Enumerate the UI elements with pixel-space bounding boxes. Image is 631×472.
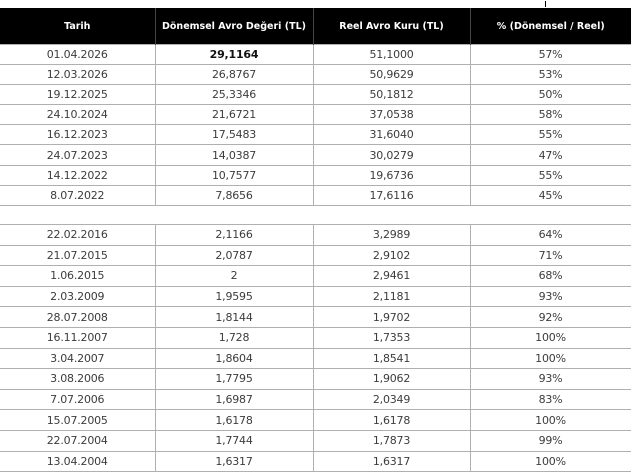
- cell-real-euro-rate: 30,0279: [313, 145, 470, 165]
- table-gap: [0, 206, 631, 224]
- cell-date: 3.04.2007: [0, 348, 155, 369]
- cell-date: 19.12.2025: [0, 85, 155, 105]
- cell-real-euro-rate: 51,1000: [313, 45, 470, 65]
- cell-periodic-euro-value: 7,8656: [155, 185, 313, 205]
- table-row: [0, 307, 631, 328]
- cell-date: 16.11.2007: [0, 327, 155, 348]
- cell-real-euro-rate: 31,6040: [313, 125, 470, 145]
- cell-ratio-percent: 47%: [470, 145, 631, 165]
- cell-ratio-percent: 57%: [470, 45, 631, 65]
- cell-ratio-percent: 50%: [470, 85, 631, 105]
- table-row: [0, 369, 631, 390]
- cell-date: 24.10.2024: [0, 105, 155, 125]
- cell-ratio-percent: 55%: [470, 165, 631, 185]
- cell-periodic-euro-value: 26,8767: [155, 65, 313, 85]
- cell-real-euro-rate: 2,0349: [313, 389, 470, 410]
- cell-ratio-percent: 53%: [470, 65, 631, 85]
- cell-real-euro-rate: 2,1181: [313, 286, 470, 307]
- table-row: [0, 105, 631, 125]
- cell-date: 28.07.2008: [0, 307, 155, 328]
- cell-ratio-percent: 71%: [470, 245, 631, 266]
- table-row: [0, 245, 631, 266]
- cell-ratio-percent: 93%: [470, 286, 631, 307]
- cell-periodic-euro-value: 1,6178: [155, 410, 313, 431]
- table-row: [0, 266, 631, 287]
- cell-date: 21.07.2015: [0, 245, 155, 266]
- table-row: [0, 65, 631, 85]
- table-row: [0, 410, 631, 431]
- cell-date: 01.04.2026: [0, 45, 155, 65]
- cell-real-euro-rate: 3,2989: [313, 225, 470, 246]
- cell-real-euro-rate: 1,8541: [313, 348, 470, 369]
- cell-ratio-percent: 100%: [470, 348, 631, 369]
- table-body-historical: [0, 225, 631, 472]
- cell-periodic-euro-value: 1,7795: [155, 369, 313, 390]
- cell-real-euro-rate: 17,6116: [313, 185, 470, 205]
- cell-date: 12.03.2026: [0, 65, 155, 85]
- cell-real-euro-rate: 37,0538: [313, 105, 470, 125]
- exchange-rate-table-historical: [0, 224, 631, 472]
- cell-periodic-euro-value: 1,6317: [155, 451, 313, 472]
- cell-periodic-euro-value: 1,7744: [155, 430, 313, 451]
- cell-date: 13.04.2004: [0, 451, 155, 472]
- cell-real-euro-rate: 2,9461: [313, 266, 470, 287]
- header-ratio-percent: % (Dönemsel / Reel): [470, 8, 631, 45]
- cell-periodic-euro-value: 17,5483: [155, 125, 313, 145]
- cell-date: 8.07.2022: [0, 185, 155, 205]
- cell-periodic-euro-value: 29,1164: [155, 45, 313, 65]
- cell-ratio-percent: 45%: [470, 185, 631, 205]
- cell-real-euro-rate: 1,9062: [313, 369, 470, 390]
- table-row: [0, 286, 631, 307]
- table-row: [0, 430, 631, 451]
- table-row: [0, 125, 631, 145]
- cell-ratio-percent: 64%: [470, 225, 631, 246]
- header-real-euro-rate: Reel Avro Kuru (TL): [313, 8, 470, 45]
- cell-real-euro-rate: 19,6736: [313, 165, 470, 185]
- cell-date: 14.12.2022: [0, 165, 155, 185]
- cell-ratio-percent: 83%: [470, 389, 631, 410]
- table-header-row: [0, 8, 631, 45]
- cell-periodic-euro-value: 1,728: [155, 327, 313, 348]
- cell-date: 3.08.2006: [0, 369, 155, 390]
- exchange-rate-table-recent: [0, 8, 631, 206]
- cell-ratio-percent: 55%: [470, 125, 631, 145]
- cell-periodic-euro-value: 1,6987: [155, 389, 313, 410]
- cell-date: 24.07.2023: [0, 145, 155, 165]
- table-row: [0, 327, 631, 348]
- top-strip: [0, 0, 631, 8]
- table-body-recent: [0, 45, 631, 206]
- cell-ratio-percent: 68%: [470, 266, 631, 287]
- cell-periodic-euro-value: 25,3346: [155, 85, 313, 105]
- table-row: [0, 185, 631, 205]
- cell-periodic-euro-value: 1,8604: [155, 348, 313, 369]
- cell-date: 1.06.2015: [0, 266, 155, 287]
- table-row: [0, 145, 631, 165]
- header-periodic-euro-value: Dönemsel Avro Değeri (TL): [155, 8, 313, 45]
- top-edge-mark: [545, 1, 546, 7]
- cell-ratio-percent: 100%: [470, 410, 631, 431]
- table-row: [0, 165, 631, 185]
- table-row: [0, 45, 631, 65]
- cell-periodic-euro-value: 2,1166: [155, 225, 313, 246]
- cell-ratio-percent: 93%: [470, 369, 631, 390]
- table-row: [0, 85, 631, 105]
- cell-real-euro-rate: 1,9702: [313, 307, 470, 328]
- cell-date: 22.07.2004: [0, 430, 155, 451]
- cell-periodic-euro-value: 14,0387: [155, 145, 313, 165]
- cell-date: 7.07.2006: [0, 389, 155, 410]
- cell-periodic-euro-value: 1,8144: [155, 307, 313, 328]
- cell-periodic-euro-value: 21,6721: [155, 105, 313, 125]
- cell-real-euro-rate: 2,9102: [313, 245, 470, 266]
- cell-real-euro-rate: 50,9629: [313, 65, 470, 85]
- table-row: [0, 348, 631, 369]
- header-date: Tarih: [0, 8, 155, 45]
- cell-real-euro-rate: 1,6178: [313, 410, 470, 431]
- cell-periodic-euro-value: 10,7577: [155, 165, 313, 185]
- cell-date: 15.07.2005: [0, 410, 155, 431]
- table-row: [0, 389, 631, 410]
- cell-ratio-percent: 99%: [470, 430, 631, 451]
- cell-real-euro-rate: 50,1812: [313, 85, 470, 105]
- table-row: [0, 225, 631, 246]
- cell-date: 2.03.2009: [0, 286, 155, 307]
- cell-ratio-percent: 58%: [470, 105, 631, 125]
- cell-periodic-euro-value: 2: [155, 266, 313, 287]
- cell-date: 22.02.2016: [0, 225, 155, 246]
- cell-real-euro-rate: 1,6317: [313, 451, 470, 472]
- cell-periodic-euro-value: 2,0787: [155, 245, 313, 266]
- cell-date: 16.12.2023: [0, 125, 155, 145]
- cell-periodic-euro-value: 1,9595: [155, 286, 313, 307]
- cell-ratio-percent: 92%: [470, 307, 631, 328]
- cell-ratio-percent: 100%: [470, 451, 631, 472]
- cell-ratio-percent: 100%: [470, 327, 631, 348]
- cell-real-euro-rate: 1,7353: [313, 327, 470, 348]
- table-row: [0, 451, 631, 472]
- cell-real-euro-rate: 1,7873: [313, 430, 470, 451]
